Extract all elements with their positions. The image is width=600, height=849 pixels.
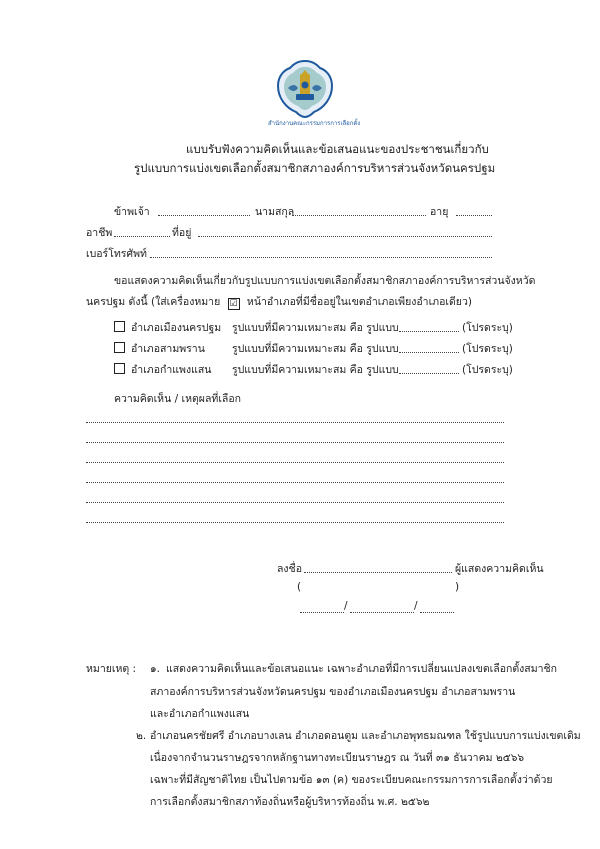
note-1-line-1: แสดงความคิดเห็นและข้อเสนอแนะ เฉพาะอำเภอที่มีการเปลี่ยนแปลงเขตเลือกตั้งสมาชิก bbox=[166, 663, 558, 675]
option-checkbox-1[interactable] bbox=[114, 321, 125, 332]
comment-line-3[interactable] bbox=[86, 462, 504, 463]
ect-logo bbox=[274, 58, 336, 120]
logo-caption: สำนักงานคณะกรรมการการเลือกตั้ง bbox=[268, 120, 361, 127]
date-day-field[interactable] bbox=[300, 612, 344, 613]
phone-field[interactable] bbox=[150, 257, 492, 258]
comment-line-2[interactable] bbox=[86, 442, 504, 443]
option-checkbox-3[interactable] bbox=[114, 363, 125, 374]
occupation-field[interactable] bbox=[114, 236, 170, 237]
date-sep-1: / bbox=[344, 600, 348, 612]
address-label: ที่อยู่ bbox=[172, 227, 192, 239]
option-pattern-field-1[interactable] bbox=[399, 331, 459, 332]
option-district-label-1: อำเภอเมืองนครปฐม bbox=[131, 322, 222, 334]
title-line-1: แบบรับฟังความคิดเห็นและข้อเสนอแนะของประชาชนเกี่ยวกับ bbox=[186, 142, 489, 156]
option-text-2: รูปแบบที่มีความเหมาะสม คือ รูปแบบ bbox=[232, 343, 399, 355]
address-field[interactable] bbox=[198, 236, 492, 237]
notes-heading: หมายเหตุ : bbox=[86, 663, 137, 675]
signer-role-label: ผู้แสดงความคิดเห็น bbox=[455, 563, 544, 575]
ect-emblem-icon bbox=[274, 58, 336, 120]
option-hint-3: (โปรดระบุ) bbox=[462, 364, 513, 376]
option-text-1: รูปแบบที่มีความเหมาะสม คือ รูปแบบ bbox=[232, 322, 399, 334]
comment-line-4[interactable] bbox=[86, 482, 504, 483]
note-2-number: ๒. bbox=[136, 730, 147, 742]
note-2-line-3: เฉพาะที่มีสัญชาติไทย เป็นไปตามข้อ ๑๓ (ค) ของระเบียบคณะกรรมการการเลือกตั้งว่าด้วย bbox=[150, 774, 553, 786]
option-checkbox-2[interactable] bbox=[114, 342, 125, 353]
printed-name-field[interactable] bbox=[306, 593, 452, 594]
comment-line-5[interactable] bbox=[86, 502, 504, 503]
option-district-1[interactable] bbox=[114, 319, 221, 336]
note-2-line-4: การเลือกตั้งสมาชิกสภาท้องถิ่นหรือผู้บริหารท้องถิ่น พ.ศ. ๒๕๖๒ bbox=[150, 796, 430, 808]
open-paren: ( bbox=[297, 581, 302, 593]
signature-field[interactable] bbox=[304, 572, 452, 573]
name-label: ข้าพเจ้า bbox=[114, 206, 150, 218]
note-1-number: ๑. bbox=[150, 663, 161, 675]
phone-label: เบอร์โทรศัพท์ bbox=[86, 248, 147, 260]
comment-label: ความคิดเห็น / เหตุผลที่เลือก bbox=[114, 393, 242, 405]
age-field[interactable] bbox=[456, 215, 492, 216]
option-district-3[interactable] bbox=[114, 361, 211, 378]
statement-prefix: นครปฐม ดังนี้ (ใส่เครื่องหมาย bbox=[86, 296, 221, 308]
comment-line-1[interactable] bbox=[86, 422, 504, 423]
occupation-label: อาชีพ bbox=[86, 227, 113, 239]
note-1-line-3: และอำเภอกำแพงแสน bbox=[150, 708, 250, 720]
statement-line-2 bbox=[86, 293, 472, 310]
date-month-field[interactable] bbox=[350, 612, 414, 613]
date-sep-2: / bbox=[414, 600, 418, 612]
surname-label: นามสกุล bbox=[255, 206, 295, 218]
checkmark-icon: ☑ bbox=[229, 299, 238, 309]
option-pattern-field-3[interactable] bbox=[399, 373, 459, 374]
sign-label: ลงชื่อ bbox=[277, 563, 302, 575]
date-year-field[interactable] bbox=[420, 612, 454, 613]
option-district-label-3: อำเภอกำแพงแสน bbox=[131, 364, 212, 376]
option-text-3: รูปแบบที่มีความเหมาะสม คือ รูปแบบ bbox=[232, 364, 399, 376]
close-paren: ) bbox=[455, 581, 460, 593]
name-field[interactable] bbox=[158, 215, 250, 216]
note-2-line-1: อำเภอนครชัยศรี อำเภอบางเลน อำเภอดอนตูม และอำเภอพุทธมณฑล ใช้รูปแบบการแบ่งเขตเดิม bbox=[150, 730, 581, 742]
comment-line-6[interactable] bbox=[86, 522, 504, 523]
title-line-2: รูปแบบการแบ่งเขตเลือกตั้งสมาชิกสภาองค์การบริหารส่วนจังหวัดนครปฐม bbox=[134, 161, 496, 175]
surname-field[interactable] bbox=[292, 215, 426, 216]
age-label: อายุ bbox=[430, 206, 449, 218]
note-1-line-2: สภาองค์การบริหารส่วนจังหวัดนครปฐม ของอำเภอเมืองนครปฐม อำเภอสามพราน bbox=[150, 686, 516, 698]
option-district-2[interactable] bbox=[114, 340, 205, 357]
note-2-line-2: เนื่องจากจำนวนราษฎรจากหลักฐานทางทะเบียนราษฎร ณ วันที่ ๓๑ ธันวาคม ๒๕๖๖ bbox=[150, 752, 525, 764]
option-pattern-field-2[interactable] bbox=[399, 352, 459, 353]
option-hint-1: (โปรดระบุ) bbox=[462, 322, 513, 334]
statement-suffix: หน้าอำเภอที่มีชื่ออยู่ในเขตอำเภอเพียงอำเภอเดียว) bbox=[246, 296, 472, 308]
option-district-label-2: อำเภอสามพราน bbox=[131, 343, 205, 355]
statement-line-1: ขอแสดงความคิดเห็นเกี่ยวกับรูปแบบการแบ่งเขตเลือกตั้งสมาชิกสภาองค์การบริหารส่วนจังหวัด bbox=[114, 275, 536, 287]
option-hint-2: (โปรดระบุ) bbox=[462, 343, 513, 355]
